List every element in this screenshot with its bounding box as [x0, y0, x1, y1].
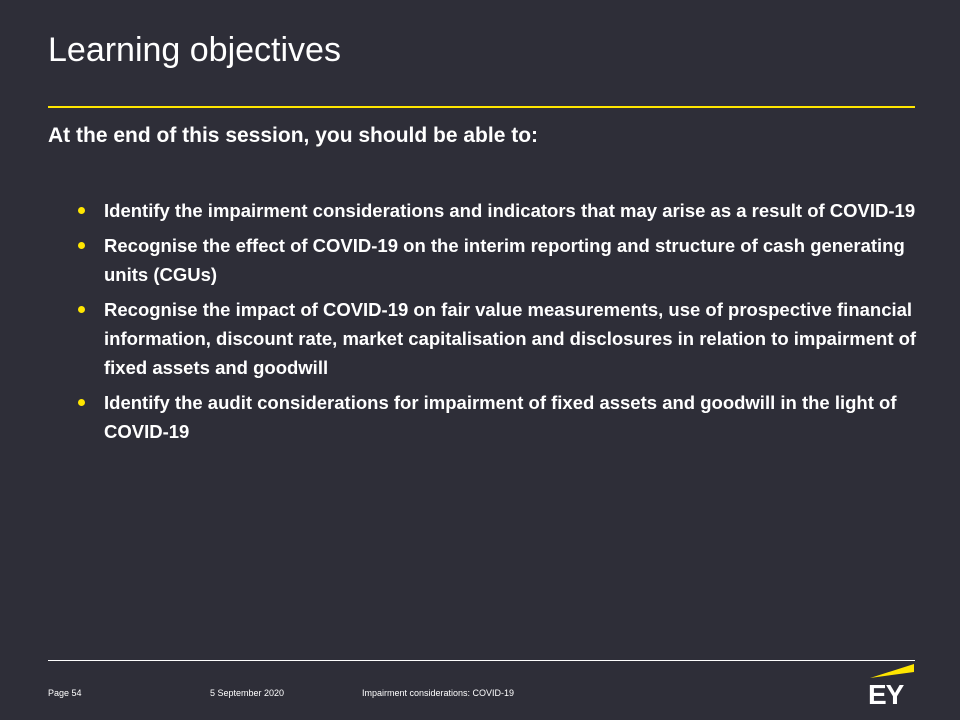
- objective-text: Identify the audit considerations for impairment of fixed assets and goodwill in the light of COVID-19: [104, 392, 897, 442]
- objective-item: [78, 388, 918, 446]
- objective-item: [78, 231, 918, 289]
- ey-beam-icon: [868, 662, 916, 680]
- logo-text: EY: [868, 679, 904, 710]
- intro-text: At the end of this session, you should be able to:: [48, 124, 539, 147]
- objective-text: Recognise the impact of COVID-19 on fair value measurements, use of prospective financial information, discount rate, market capitalisation and disclosures in relation to impairment of fixed assets and goodwill: [104, 299, 917, 378]
- slide-title: Learning objectives: [48, 31, 341, 69]
- objectives-list: [78, 196, 918, 452]
- footer-topic: Impairment considerations: COVID-19: [362, 688, 515, 698]
- objective-item: [78, 196, 918, 225]
- objective-text: Identify the impairment considerations and indicators that may arise as a result of COVID-19: [104, 200, 916, 221]
- footer-divider: [48, 660, 915, 661]
- objective-text: Recognise the effect of COVID-19 on the interim reporting and structure of cash generating units (CGUs): [104, 235, 905, 285]
- footer-date: 5 September 2020: [210, 688, 285, 698]
- bullet-dot-icon: [78, 399, 85, 406]
- ey-logo: [868, 662, 916, 710]
- objective-item: [78, 295, 918, 382]
- bullet-dot-icon: [78, 207, 85, 214]
- bullet-dot-icon: [78, 242, 85, 249]
- footer-page-number: Page 54: [48, 688, 82, 698]
- title-divider: [48, 106, 915, 108]
- bullet-dot-icon: [78, 306, 85, 313]
